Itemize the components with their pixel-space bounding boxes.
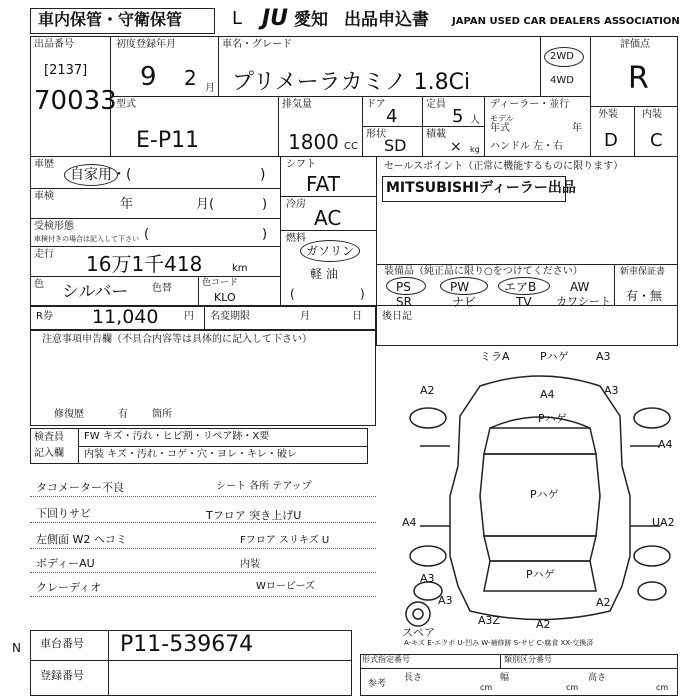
name-change-month: 月: [300, 311, 310, 322]
r-ticket-value: 11,040: [92, 306, 159, 328]
diagram-mark: Pハゲ: [540, 350, 569, 363]
recycle-label: 受検形態: [34, 221, 74, 232]
inspector-note: 左側面 W2 ヘコミ: [36, 533, 127, 546]
shift-value: FAT: [306, 172, 341, 196]
inspector-notes-area: [30, 472, 376, 622]
car-damage-diagram: [390, 346, 690, 636]
inspector-note: タコメーター不良: [36, 481, 124, 494]
aircon-value: AC: [314, 206, 342, 230]
r-ticket-label: R券: [36, 311, 53, 322]
car-name-label: 車名・グレード: [222, 39, 292, 50]
form-title: 出品申込書: [344, 10, 429, 30]
year-unit: 年: [572, 123, 582, 134]
displacement-unit: CC: [344, 141, 358, 152]
selling-points-value: MITSUBISHIディーラー出品: [386, 180, 576, 196]
equipment-label: 装備品（純正品に限り○をつけてください）: [384, 266, 583, 277]
equip-tv: TV: [516, 295, 532, 309]
fuel-open: (: [290, 287, 295, 301]
cert-type-label: 類別区分番号: [504, 655, 552, 664]
inspection-year: 年: [120, 197, 134, 212]
load-label: 積載: [426, 129, 446, 140]
inspection-close: ): [262, 197, 268, 212]
registration-month: 2: [184, 66, 197, 90]
mileage-value: 16万1千418: [86, 252, 203, 276]
equip-leather-seat: カワシート: [556, 295, 611, 308]
cert-length: 長さ: [404, 673, 423, 683]
name-change-day: 日: [352, 311, 362, 322]
inspection-month: 月(: [196, 197, 215, 212]
association-name: JAPAN USED CAR DEALERS ASSOCIATION: [452, 16, 680, 27]
notes-label: 注意事項申告欄（不具合内容等は具体的に記入して下さい）: [42, 334, 312, 345]
fuel-diesel: 軽 油: [310, 267, 338, 281]
doors-value: 4: [386, 106, 398, 127]
chassis-label: 車台番号: [40, 637, 84, 650]
recycle-open: (: [144, 227, 150, 242]
exterior-value: D: [604, 130, 618, 151]
dealer-import-label: ディーラー・並行: [490, 99, 570, 110]
inspector-row-2: 内装 キズ・汚れ・コゲ・穴・ヨレ・キレ・破レ: [84, 449, 297, 460]
car-name-value: プリメーラカミノ 1.8Ci: [232, 70, 471, 95]
capacity-label: 定員: [426, 99, 446, 110]
handle-label: ハンドル 左・右: [490, 141, 564, 152]
fuel-label: 燃料: [286, 233, 306, 244]
fuel-close: ): [360, 287, 365, 301]
equip-sr: SR: [396, 295, 412, 309]
cert-height-unit: cm: [656, 683, 669, 692]
color-change-label: 色替: [152, 283, 172, 294]
lot-label: 出品番号: [34, 39, 74, 50]
load-value: ×: [450, 139, 462, 155]
color-code-label: 色コード: [202, 278, 239, 288]
shape-label: 形状: [366, 129, 386, 140]
name-change-label: 名変期限: [210, 311, 250, 322]
cert-width: 幅: [500, 673, 510, 683]
rear-note-area: [376, 306, 678, 346]
inspector-note: Tフロア 突き上げU: [206, 509, 302, 522]
model-value: E-P11: [136, 128, 200, 153]
cert-length-unit: cm: [480, 683, 493, 692]
diagram-mark: A3: [438, 594, 453, 607]
inspector-note: 内装: [240, 559, 260, 570]
registration-year: 9: [140, 62, 157, 92]
inspector-note: クレーディオ: [36, 581, 102, 594]
lot-sub-number: [2137]: [44, 63, 88, 78]
mileage-label: 走行: [34, 249, 54, 260]
warranty-label: 新車保証書: [620, 267, 666, 277]
storage-note: 車内保管・守衛保管: [38, 10, 183, 29]
inspector-note: シート 各所 テアップ: [216, 481, 312, 492]
inspector-note: Wロービーズ: [256, 581, 315, 592]
diagram-mark: A4: [658, 438, 673, 451]
cert-width-unit: cm: [566, 683, 579, 692]
history-value: 自家用・(: [70, 167, 132, 183]
diagram-mark: A4: [540, 388, 555, 401]
diagram-mark: A3: [596, 350, 611, 363]
inspection-label: 車検: [34, 191, 54, 202]
load-unit: kg: [470, 145, 480, 154]
repair-value: 有: [118, 409, 128, 420]
rear-note-label: 後日記: [382, 311, 412, 322]
model-label: 型式: [116, 99, 136, 110]
registration-number-label: 登録番号: [40, 669, 84, 682]
diagram-mark: A3: [420, 572, 435, 585]
lot-number: 70033: [34, 86, 117, 116]
cert-height: 高さ: [588, 673, 607, 683]
aircon-label: 冷房: [286, 199, 306, 210]
left-mark: N: [12, 641, 21, 655]
displacement-label: 排気量: [282, 99, 312, 110]
diagram-mark: A2: [536, 618, 551, 631]
diagram-mark: ミラA: [480, 350, 510, 363]
interior-label: 内装: [642, 109, 662, 120]
org-name: 愛知: [294, 10, 328, 30]
r-ticket-row: [30, 306, 376, 330]
mileage-unit: km: [232, 263, 248, 274]
inspector-note: 下回りサビ: [36, 507, 91, 520]
history-label: 車歴: [34, 159, 54, 170]
diagram-mark: A4: [402, 516, 417, 529]
recycle-close: ): [262, 227, 268, 242]
inspector-label-1: 検査員: [34, 432, 64, 443]
registration-month-unit: 月: [205, 83, 215, 94]
inspector-note: ボディーAU: [36, 557, 95, 570]
grade-label: 評価点: [620, 39, 650, 50]
warranty-value: 有・無: [626, 289, 663, 303]
equip-navi: ナビ: [452, 295, 477, 309]
color-label: 色: [34, 279, 44, 290]
inspector-label-2: 記入欄: [34, 448, 64, 459]
displacement-value: 1800: [288, 130, 339, 154]
color-code-value: KLO: [214, 291, 236, 304]
equip-aw: AW: [570, 280, 590, 294]
repair-place-label: 箇所: [152, 409, 172, 420]
diagram-mark: A3Z: [478, 614, 501, 627]
history-close: ): [260, 167, 266, 183]
registration-label: 初度登録年月: [116, 39, 176, 50]
diagram-mark: A3: [604, 384, 619, 397]
grade-value: R: [628, 61, 649, 96]
model-year-label: モデル: [490, 114, 514, 123]
inspector-note: Fフロア スリキズ U: [240, 535, 330, 546]
interior-value: C: [650, 130, 663, 151]
recycle-note: 車検付きの場合は記入して下さい: [34, 235, 139, 243]
repair-label: 修復歴: [54, 409, 84, 420]
r-ticket-unit: 円: [184, 311, 194, 322]
handwritten-mark: L: [232, 8, 243, 29]
diagram-mark: A2: [420, 384, 435, 397]
shift-label: シフト: [286, 159, 316, 170]
diagram-mark: スペア: [402, 626, 435, 636]
doors-label: ドア: [366, 99, 386, 110]
two-wd: 2WD: [550, 51, 574, 62]
color-value: シルバー: [62, 282, 129, 302]
inspector-row-1: FW キズ・汚れ・ヒビ割・リペア跡・X要: [84, 431, 270, 442]
year-label: 年式: [490, 123, 510, 134]
chassis-value: P11-539674: [120, 632, 254, 657]
diagram-mark: Pハゲ: [538, 412, 567, 425]
equip-pw: PW: [450, 280, 470, 294]
capacity-unit: 人: [470, 115, 480, 126]
four-wd: 4WD: [550, 75, 574, 86]
damage-legend: A-キズ E-エクボ U-凹み W-補修跡 S-サビ C-腐食 XX-交換済: [404, 639, 594, 647]
diagram-mark: UA2: [652, 516, 675, 529]
equip-airbag: エアB: [504, 280, 537, 294]
cert-form-label: 形式指定番号: [362, 655, 410, 664]
shape-value: SD: [384, 136, 407, 155]
exterior-label: 外装: [598, 109, 618, 120]
diagram-mark: Pハゲ: [526, 568, 555, 581]
selling-points-label: セールスポイント（正常に機能するものに限ります）: [384, 161, 624, 172]
ju-logo: JU: [262, 6, 289, 31]
equip-ps: PS: [396, 280, 411, 294]
fuel-gas: ガソリン: [306, 244, 355, 258]
capacity-value: 5: [452, 106, 464, 127]
diagram-mark: Pハゲ: [530, 488, 559, 501]
cert-ref-label: 参考: [368, 679, 387, 689]
diagram-mark: A2: [596, 596, 611, 609]
